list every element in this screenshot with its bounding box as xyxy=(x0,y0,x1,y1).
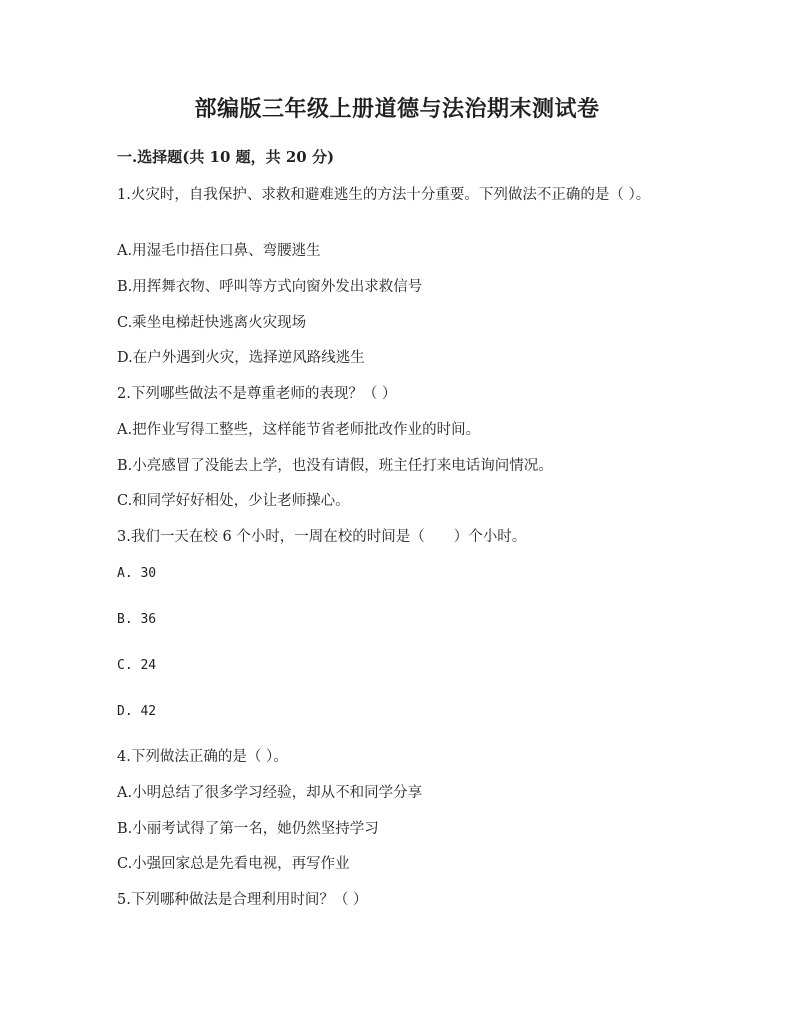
question-2-option-b: B.小亮感冒了没能去上学，也没有请假，班主任打来电话询问情况。 xyxy=(117,458,553,474)
question-2-option-c: C.和同学好好相处，少让老师操心。 xyxy=(117,493,350,509)
question-1-option-b: B.用挥舞衣物、呼叫等方式向窗外发出求救信号 xyxy=(117,279,423,295)
question-1-option-c: C.乘坐电梯赶快逃离火灾现场 xyxy=(117,315,307,331)
question-1-option-d: D.在户外遇到火灾，选择逆风路线逃生 xyxy=(117,350,365,366)
exam-title: 部编版三年级上册道德与法治期末测试卷 xyxy=(194,96,600,122)
question-3-option-c: C. 24 xyxy=(117,658,157,673)
question-3-option-a: A. 30 xyxy=(117,566,157,581)
question-2-option-a: A.把作业写得工整些，这样能节省老师批改作业的时间。 xyxy=(117,422,481,438)
question-5-stem: 5.下列哪种做法是合理利用时间？（ ） xyxy=(117,892,368,908)
question-1-stem: 1.火灾时，自我保护、求救和避难逃生的方法十分重要。下列做法不正确的是（ ）。 xyxy=(117,187,651,203)
question-4-stem: 4.下列做法正确的是（ ）。 xyxy=(117,749,288,765)
question-1-option-a: A.用湿毛巾捂住口鼻、弯腰逃生 xyxy=(117,243,321,259)
section-heading: 一.选择题(共 10 题，共 20 分) xyxy=(117,148,335,166)
question-4-option-b: B.小丽考试得了第一名，她仍然坚持学习 xyxy=(117,821,379,837)
question-4-option-c: C.小强回家总是先看电视，再写作业 xyxy=(117,856,350,872)
question-3-stem: 3.我们一天在校 6 个小时，一周在校的时间是（ ）个小时。 xyxy=(117,529,527,545)
question-3-option-d: D. 42 xyxy=(117,704,157,719)
question-3-option-b: B. 36 xyxy=(117,612,157,627)
question-2-stem: 2.下列哪些做法不是尊重老师的表现？（ ） xyxy=(117,386,397,402)
question-4-option-a: A.小明总结了很多学习经验，却从不和同学分享 xyxy=(117,785,423,801)
